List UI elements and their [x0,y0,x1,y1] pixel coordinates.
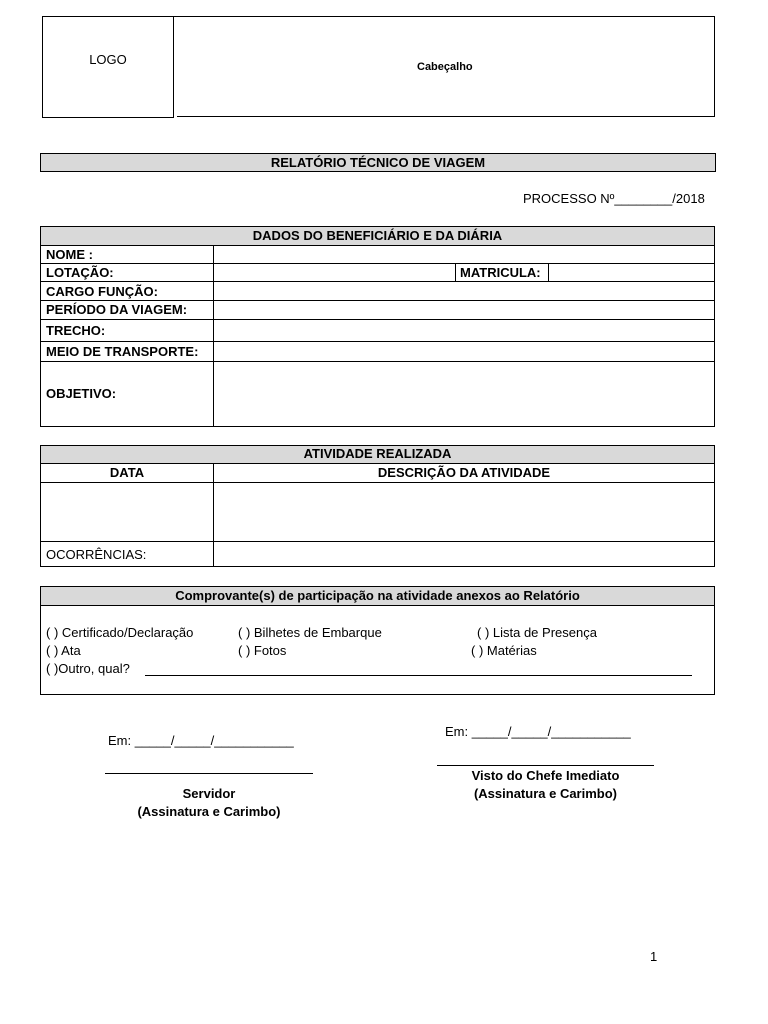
dados-title: DADOS DO BENEFICIÁRIO E DA DIÁRIA [252,228,503,243]
label-servidor: Servidor [182,786,236,801]
label-lotacao: LOTAÇÃO: [46,265,114,280]
col-data: DATA [109,465,145,480]
processo-number: PROCESSO Nº________/2018 [523,191,705,206]
header-title: Cabeçalho [417,61,473,73]
col-line [455,263,456,281]
label-periodo: PERÍODO DA VIAGEM: [46,302,188,317]
field-nome[interactable] [214,246,714,263]
checkbox-lista-presenca[interactable]: ( ) Lista de Presença [477,625,597,640]
label-chefe-sub: (Assinatura e Carimbo) [473,786,618,801]
checkbox-materias[interactable]: ( ) Matérias [471,643,537,658]
field-periodo[interactable] [214,301,714,319]
field-cargo[interactable] [214,282,714,300]
logo-box [42,16,174,118]
logo-placeholder: LOGO [89,52,127,67]
checkbox-outro[interactable]: ( )Outro, qual? [46,661,130,676]
header-top-line [174,16,715,17]
label-matricula: MATRICULA: [460,265,541,280]
date-right[interactable]: Em: _____/_____/___________ [445,724,631,739]
field-matricula[interactable] [549,264,714,281]
checkbox-fotos[interactable]: ( ) Fotos [238,643,287,658]
field-lotacao[interactable] [214,264,454,281]
field-descricao[interactable] [214,483,714,541]
field-trecho[interactable] [214,320,714,341]
row-line [40,463,715,464]
comprovantes-title: Comprovante(s) de participação na atividade anexos ao Relatório [175,588,580,603]
label-chefe: Visto do Chefe Imediato [471,768,620,783]
row-line [40,605,715,606]
field-data[interactable] [41,483,213,541]
checkbox-certificado[interactable]: ( ) Certificado/Declaração [46,625,194,640]
header-right-line [714,16,715,117]
checkbox-bilhetes[interactable]: ( ) Bilhetes de Embarque [238,625,382,640]
label-ocorrencias: OCORRÊNCIAS: [46,547,147,562]
label-nome: NOME : [46,247,93,262]
col-descricao: DESCRIÇÃO DA ATIVIDADE [377,465,551,480]
date-left[interactable]: Em: _____/_____/___________ [108,733,294,748]
signature-line-right[interactable] [437,765,654,766]
report-title-bar [40,153,716,172]
label-trecho: TRECHO: [46,323,106,338]
checkbox-ata[interactable]: ( ) Ata [46,643,81,658]
field-ocorrencias[interactable] [214,542,714,566]
field-meio-transporte[interactable] [214,342,714,361]
report-title: RELATÓRIO TÉCNICO DE VIAGEM [270,155,486,170]
outro-line[interactable] [145,675,692,676]
signature-line-left[interactable] [105,773,313,774]
label-servidor-sub: (Assinatura e Carimbo) [137,804,281,819]
label-cargo: CARGO FUNÇÃO: [46,284,158,299]
field-objetivo[interactable] [214,362,714,426]
atividade-title: ATIVIDADE REALIZADA [303,446,452,461]
page-number: 1 [650,949,658,964]
label-meio-transporte: MEIO DE TRANSPORTE: [46,344,199,359]
label-objetivo: OBJETIVO: [46,386,117,401]
header-bottom-line [177,116,715,117]
